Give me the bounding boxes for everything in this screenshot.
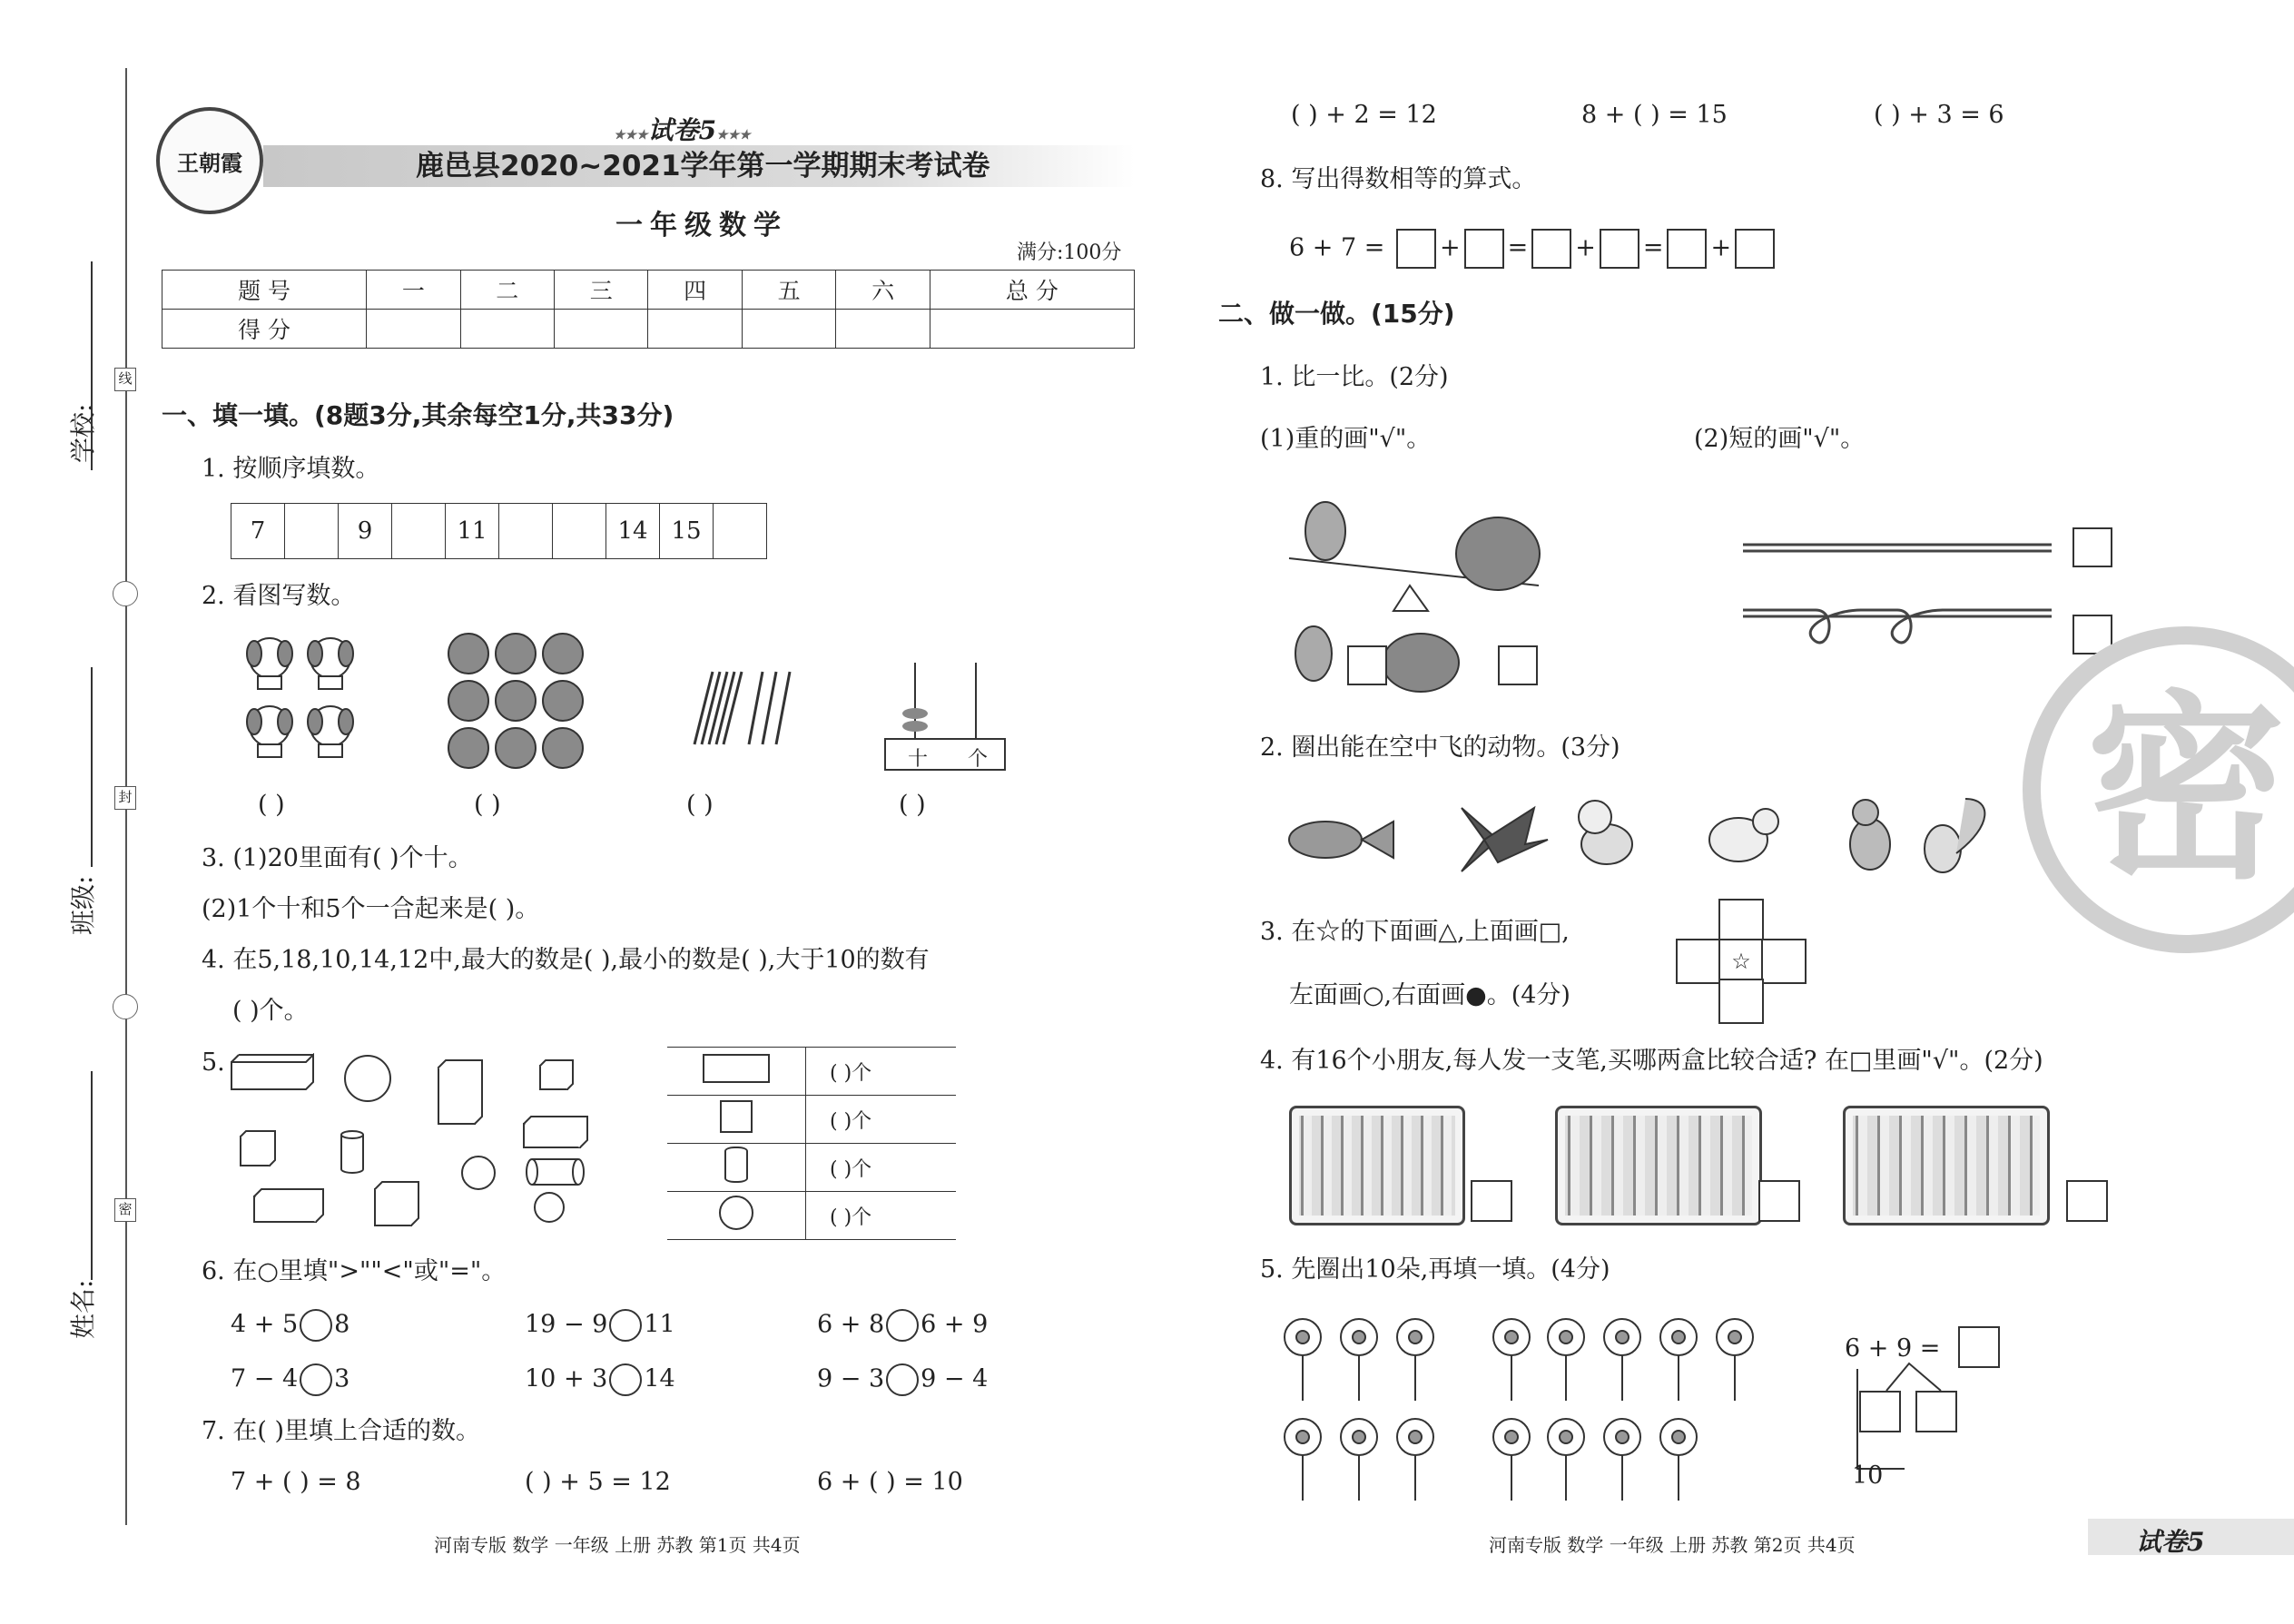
class-label: 班级:: [68, 875, 98, 935]
flowers-picture: [1275, 1314, 1784, 1505]
score-header-cell: 一: [367, 271, 460, 310]
score-table-row: [162, 310, 1135, 349]
cross-grid-right[interactable]: [1761, 939, 1807, 984]
score-cell[interactable]: [460, 310, 554, 349]
puppies-picture: [238, 626, 365, 772]
cross-grid-center: [1718, 939, 1764, 984]
q4-line2: ( )个。: [232, 997, 309, 1025]
q8-box[interactable]: [1735, 229, 1775, 269]
abacus-bead: [902, 708, 928, 719]
cuboid-count[interactable]: ( )个: [806, 1048, 957, 1096]
score-cell[interactable]: [648, 310, 742, 349]
s2-q5-text: 5. 先圈出10朵,再填一填。(4分): [1260, 1255, 1610, 1284]
class-field[interactable]: [91, 667, 93, 867]
q2-text: 2. 看图写数。: [202, 582, 356, 610]
score-cell[interactable]: [836, 310, 930, 349]
logo-text: 王朝霞: [177, 150, 242, 176]
score-header-cell: 六: [836, 271, 930, 310]
fill-equation[interactable]: 7 + ( ) = 8: [231, 1468, 361, 1496]
name-label: 姓名:: [68, 1279, 98, 1339]
score-header-cell: 总 分: [930, 271, 1134, 310]
q8-box[interactable]: [1667, 229, 1707, 269]
binding-mark-mi: 密: [114, 1198, 136, 1222]
cross-grid-left[interactable]: [1676, 939, 1721, 984]
compare-item: 4 + 5 8: [231, 1309, 350, 1342]
logo-badge: [156, 107, 263, 214]
q6-text: 6. 在○里填">""<"或"="。: [202, 1257, 507, 1285]
sequence-blank[interactable]: [714, 504, 767, 559]
sequence-cell: 11: [446, 504, 499, 559]
cube-count[interactable]: ( )个: [806, 1096, 957, 1144]
abacus-picture: [884, 663, 1006, 770]
q1-text: 1. 按顺序填数。: [202, 455, 380, 483]
s2-q2-text: 2. 圈出能在空中飞的动物。(3分): [1260, 733, 1620, 762]
sequence-cell: 15: [660, 504, 714, 559]
binding-mark-xian: 线: [114, 368, 136, 391]
sequence-cell: 9: [339, 504, 392, 559]
cylinder-count[interactable]: ( )个: [806, 1144, 957, 1192]
s2-q3-line1: 3. 在☆的下面画△,上面画□,: [1260, 918, 1570, 946]
abacus-label-ones: 个: [968, 748, 989, 771]
q5-label: 5.: [202, 1048, 225, 1077]
sequence-cell: 7: [231, 504, 285, 559]
abacus-label-tens: 十: [908, 748, 929, 771]
split-box[interactable]: [1859, 1391, 1901, 1432]
fill-equation[interactable]: 8 + ( ) = 15: [1581, 101, 1728, 129]
sphere-icon: [719, 1196, 753, 1230]
subject-title: 一年级数学: [615, 210, 788, 241]
ten-label: 10: [1852, 1462, 1884, 1490]
q3-line1: 3. (1)20里面有( )个十。: [202, 844, 473, 872]
heavy-checkbox[interactable]: [1347, 645, 1387, 685]
score-cell[interactable]: [930, 310, 1134, 349]
q8-equation-chain: 6 + 7 = + = + = +: [1289, 229, 1778, 269]
compare-item: 19 − 9 11: [525, 1309, 675, 1342]
sequence-cell: 14: [606, 504, 660, 559]
q7-text: 7. 在( )里填上合适的数。: [202, 1417, 480, 1445]
compare-item: 10 + 3 14: [525, 1363, 675, 1396]
compare-circle[interactable]: [886, 1309, 919, 1342]
section2-title: 二、做一做。(15分): [1218, 299, 1455, 329]
secret-seal-watermark: 密: [2023, 626, 2294, 953]
fill-equation[interactable]: ( ) + 5 = 12: [525, 1468, 671, 1496]
cuboid-icon: [703, 1054, 770, 1083]
shape-count-table: [667, 1047, 956, 1240]
solid-shapes-picture: [222, 1053, 604, 1230]
school-field[interactable]: [91, 261, 93, 470]
cube-icon: [720, 1100, 753, 1133]
sphere-count[interactable]: ( )个: [806, 1192, 957, 1240]
abacus-bead: [902, 721, 928, 732]
score-cell[interactable]: [555, 310, 648, 349]
score-header-cell: 五: [742, 271, 835, 310]
compare-item: 7 − 4 3: [231, 1363, 350, 1396]
abacus-base: [884, 738, 1006, 771]
score-table-header-row: [162, 271, 1135, 310]
compare-circle[interactable]: [609, 1363, 642, 1396]
abacus-rod: [975, 663, 977, 738]
cylinder-icon: [724, 1147, 748, 1183]
section1-title: 一、填一填。(8题3分,其余每空1分,共33分): [162, 400, 674, 430]
binding-mark-feng: 封: [114, 786, 136, 810]
series-label: ★★★试卷5★★★: [614, 115, 751, 145]
fill-equation[interactable]: ( ) + 2 = 12: [1291, 101, 1437, 129]
q8-text: 8. 写出得数相等的算式。: [1260, 165, 1537, 193]
s2-q1-sub2: (2)短的画"√"。: [1694, 425, 1866, 453]
fill-equation[interactable]: 6 + ( ) = 10: [817, 1468, 963, 1496]
compare-circle[interactable]: [886, 1363, 919, 1396]
score-cell[interactable]: [742, 310, 835, 349]
q2-answer-blank[interactable]: ( ): [258, 791, 285, 819]
s2-q3-line2: 左面画○,右面画●。(4分): [1289, 981, 1570, 1009]
score-cell[interactable]: [367, 310, 460, 349]
pen-box-checkbox[interactable]: [2066, 1180, 2108, 1222]
score-header-cell: 二: [460, 271, 554, 310]
q5-equation: 6 + 9 =: [1845, 1334, 1941, 1363]
star-icon: ☆: [1731, 949, 1751, 974]
pen-box-checkbox[interactable]: [1471, 1180, 1512, 1222]
s2-q1-sub1: (1)重的画"√"。: [1260, 425, 1432, 453]
cross-grid-bottom[interactable]: [1718, 979, 1764, 1024]
s2-q1-text: 1. 比一比。(2分): [1260, 363, 1449, 391]
sequence-blank[interactable]: [285, 504, 339, 559]
pen-box: [1843, 1106, 2050, 1225]
school-label: 学校:: [68, 403, 98, 463]
animals-picture: [1275, 790, 2002, 890]
binding-swirl-icon: [113, 581, 138, 606]
score-header-cell: 题 号: [162, 271, 367, 310]
q8-box[interactable]: [1531, 229, 1571, 269]
q2-answer-blank[interactable]: ( ): [686, 791, 714, 819]
score-table: [162, 270, 1135, 349]
q8-box[interactable]: [1464, 229, 1504, 269]
compare-item: 6 + 8 6 + 9: [817, 1309, 988, 1342]
pen-box: [1555, 1106, 1762, 1225]
cross-grid-top[interactable]: [1718, 899, 1764, 944]
footer-tag: 试卷5: [2136, 1527, 2205, 1557]
sequence-blank[interactable]: [499, 504, 553, 559]
q8-box[interactable]: [1600, 229, 1639, 269]
sequence-blank[interactable]: [392, 504, 446, 559]
score-row-label: 得 分: [162, 310, 367, 349]
q2-answer-blank[interactable]: ( ): [899, 791, 926, 819]
compare-circle[interactable]: [609, 1309, 642, 1342]
score-header-cell: 三: [555, 271, 648, 310]
compare-circle[interactable]: [300, 1309, 332, 1342]
name-field[interactable]: [91, 1071, 93, 1280]
split-box[interactable]: [1915, 1391, 1957, 1432]
q2-answer-blank[interactable]: ( ): [474, 791, 501, 819]
q8-box[interactable]: [1396, 229, 1436, 269]
ropes-picture: [1743, 527, 2052, 672]
sequence-table: [231, 503, 767, 559]
footer-right: 河南专版 数学 一年级 上册 苏教 第2页 共4页: [1489, 1534, 1856, 1556]
binding-swirl-icon: [113, 994, 138, 1019]
q3-line2: (2)1个十和5个一合起来是( )。: [202, 895, 540, 923]
q4-line1: 4. 在5,18,10,14,12中,最大的数是( ),最小的数是( ),大于10的数有: [202, 946, 930, 974]
exam-title: 鹿邑县2020~2021学年第一学期期末考试卷: [416, 150, 990, 182]
score-header-cell: 四: [648, 271, 742, 310]
compare-item: 9 − 3 9 − 4: [817, 1363, 988, 1396]
apples-picture: [443, 631, 588, 776]
compare-circle[interactable]: [300, 1363, 332, 1396]
fill-equation[interactable]: ( ) + 3 = 6: [1874, 101, 2004, 129]
pen-box-checkbox[interactable]: [1758, 1180, 1800, 1222]
short-checkbox[interactable]: [2072, 527, 2112, 567]
heavy-checkbox[interactable]: [1498, 645, 1538, 685]
sequence-blank[interactable]: [553, 504, 606, 559]
s2-q4-text: 4. 有16个小朋友,每人发一支笔,买哪两盒比较合适? 在□里画"√"。(2分): [1260, 1047, 2043, 1075]
footer-left: 河南专版 数学 一年级 上册 苏教 第1页 共4页: [434, 1534, 801, 1556]
pen-box: [1289, 1106, 1465, 1225]
full-score: 满分:100分: [1017, 241, 1122, 264]
sticks-picture: [676, 663, 803, 753]
